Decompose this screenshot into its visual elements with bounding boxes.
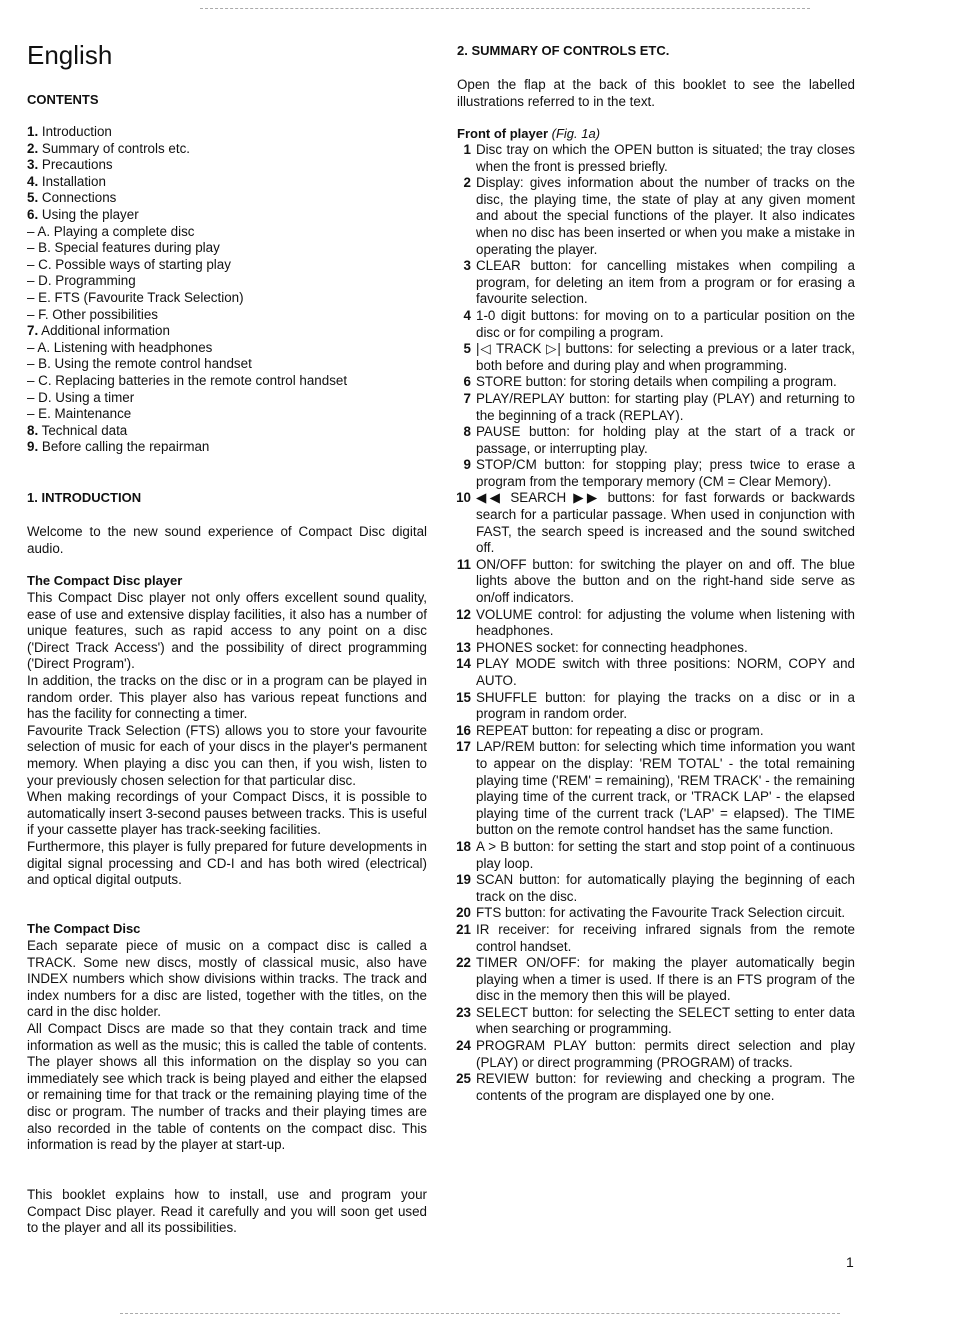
control-item-number: 13 bbox=[456, 639, 471, 655]
toc-item bbox=[27, 323, 347, 340]
control-item-text: LAP/REM button: for selecting which time information you want to appear on the display: 'REM TOTAL' - the total remaining playing time ('REM' = remaining), 'REM TRACK' - the remaining playing time of the current track, or 'TRACK LAP' - the elapsed playing time of the current track ('LAP' = elapsed). The TIME button on the remote control handset has the same function. bbox=[476, 739, 855, 838]
table-of-contents bbox=[27, 124, 347, 456]
control-item-number: 4 bbox=[463, 307, 471, 323]
control-item bbox=[457, 142, 855, 175]
introduction-heading: 1. INTRODUCTION bbox=[27, 490, 142, 505]
toc-item-label: – E. Maintenance bbox=[27, 406, 132, 422]
toc-item-number: 2. bbox=[27, 140, 39, 156]
toc-item bbox=[27, 207, 347, 224]
controls-list bbox=[457, 142, 855, 1104]
toc-item-label: – E. FTS (Favourite Track Selection) bbox=[27, 289, 244, 305]
toc-item-label: Summary of controls etc. bbox=[38, 140, 190, 156]
control-item-text: Display: gives information about the number of tracks on the disc, the playing time, the state of play at any given moment and about the special functions of the player. It also indicates when no disc has been inserted or when you make a mistake in operating the player. bbox=[476, 175, 855, 257]
control-item bbox=[457, 391, 855, 424]
control-item-text: 1-0 digit buttons: for moving on to a particular position on the disc or for compiling a program. bbox=[476, 307, 855, 340]
control-item-number: 24 bbox=[456, 1038, 471, 1054]
scan-artifact-bottom bbox=[120, 1313, 840, 1315]
summary-heading: 2. SUMMARY OF CONTROLS ETC. bbox=[457, 43, 670, 58]
control-item-number: 25 bbox=[456, 1071, 471, 1087]
toc-item-number: 8. bbox=[27, 422, 39, 438]
control-item-number: 23 bbox=[456, 1004, 471, 1020]
control-item bbox=[457, 374, 855, 391]
control-item bbox=[457, 839, 855, 872]
control-item-number: 2 bbox=[463, 175, 471, 191]
control-item bbox=[457, 308, 855, 341]
player-heading: The Compact Disc player bbox=[27, 573, 183, 588]
control-item-number: 7 bbox=[463, 390, 471, 406]
toc-item-number: 6. bbox=[27, 206, 39, 222]
toc-item bbox=[27, 174, 347, 191]
player-paragraph: Favourite Track Selection (FTS) allows you to store your favourite selection of music for each of your discs in the player's permanent memory. When playing a disc you can then, if you wish, listen to your previously chosen selection for that particular disc. bbox=[27, 722, 427, 788]
player-paragraph: When making recordings of your Compact Discs, it is possible to automatically insert 3-second pauses between tracks. This is useful if your cassette player has track-seeking facilities. bbox=[27, 789, 427, 838]
control-item bbox=[457, 341, 855, 374]
control-item-text: SCAN button: for automatically playing the beginning of each track on the disc. bbox=[476, 872, 855, 904]
toc-item-label: – C. Possible ways of starting play bbox=[27, 256, 231, 272]
control-item bbox=[457, 1038, 855, 1071]
control-item-text: TIMER ON/OFF: for making the player automatically begin playing when a timer is used. If there is an FTS program of the disc in the memory then this will be played. bbox=[476, 955, 855, 1004]
closing-paragraph: This booklet explains how to install, use and program your Compact Disc player. Read it carefully and you will soon get used to the player and all its possibilities. bbox=[27, 1187, 427, 1236]
toc-item-label: Installation bbox=[38, 173, 106, 189]
toc-item-label: Before calling the repairman bbox=[38, 439, 210, 455]
control-item-number: 3 bbox=[463, 258, 471, 274]
control-item-number: 17 bbox=[456, 739, 471, 755]
control-item-number: 5 bbox=[463, 341, 471, 357]
control-item-text: VOLUME control: for adjusting the volume when listening with headphones. bbox=[476, 606, 855, 639]
toc-item bbox=[27, 307, 347, 324]
intro-welcome-text: Welcome to the new sound experience of Compact Disc digital audio. bbox=[27, 524, 427, 556]
control-item bbox=[457, 1005, 855, 1038]
control-item-number: 6 bbox=[463, 374, 471, 390]
toc-item-label: – B. Using the remote control handset bbox=[27, 356, 252, 372]
toc-item bbox=[27, 373, 347, 390]
control-item bbox=[457, 1071, 855, 1104]
control-item bbox=[457, 424, 855, 457]
language-title: English bbox=[27, 40, 113, 70]
control-item-number: 12 bbox=[456, 606, 471, 622]
disc-paragraph: Each separate piece of music on a compact disc is called a TRACK. Some new discs, mostly of classical music, also have INDEX numbers which show divisions within tracks. The track and index numbers for a disc are listed, together with the titles, on the card in the disc holder. bbox=[27, 938, 427, 1020]
toc-item-number: 5. bbox=[27, 190, 39, 206]
control-item-number: 18 bbox=[456, 838, 471, 854]
disc-section bbox=[27, 938, 427, 1154]
control-item-number: 14 bbox=[456, 656, 471, 672]
toc-item bbox=[27, 340, 347, 357]
toc-item-label: – A. Playing a complete disc bbox=[27, 223, 195, 239]
control-item-number: 8 bbox=[463, 424, 471, 440]
toc-item-number: 4. bbox=[27, 173, 39, 189]
control-item bbox=[457, 457, 855, 490]
front-of-player-heading: Front of player (Fig. 1a) bbox=[457, 126, 601, 141]
control-item-text: REPEAT button: for repeating a disc or program. bbox=[476, 722, 764, 738]
toc-item bbox=[27, 290, 347, 307]
control-item-number: 10 bbox=[456, 490, 471, 506]
toc-item bbox=[27, 356, 347, 373]
control-item-text: A > B button: for setting the start and stop point of a continuous play loop. bbox=[476, 838, 855, 871]
toc-item-label: – A. Listening with headphones bbox=[27, 339, 213, 355]
control-item bbox=[457, 739, 855, 839]
control-item bbox=[457, 723, 855, 740]
compact-disc-heading: The Compact Disc bbox=[27, 921, 141, 936]
toc-item bbox=[27, 224, 347, 241]
scan-artifact-top bbox=[200, 8, 810, 10]
control-item-text: SHUFFLE button: for playing the tracks on a disc or in a program in random order. bbox=[476, 689, 855, 722]
toc-item bbox=[27, 157, 347, 174]
player-paragraph: Furthermore, this player is fully prepared for future developments in digital signal processing and CD-I and has both wired (electrical) and optical digital outputs. bbox=[27, 838, 427, 888]
toc-item bbox=[27, 190, 347, 207]
control-item-text: STORE button: for storing details when compiling a program. bbox=[476, 374, 837, 390]
toc-item-label: – C. Replacing batteries in the remote control handset bbox=[27, 372, 348, 388]
toc-item-number: 9. bbox=[27, 439, 39, 455]
toc-item bbox=[27, 124, 347, 141]
control-item bbox=[457, 922, 855, 955]
control-item bbox=[457, 955, 855, 1005]
control-item-text: IR receiver: for receiving infrared signals from the remote control handset. bbox=[476, 921, 855, 954]
control-item-text: PROGRAM PLAY button: permits direct selection and play (PLAY) or direct programming (PROGRAM) of tracks. bbox=[476, 1038, 855, 1070]
control-item-text: PAUSE button: for holding play at the start of a track or passage, or interrupting play. bbox=[476, 424, 855, 456]
toc-item-label: – D. Using a timer bbox=[27, 389, 135, 405]
control-item-text: PLAY/REPLAY button: for starting play (PLAY) and returning to the beginning of a track (REPLAY). bbox=[476, 390, 855, 423]
toc-item-number: 3. bbox=[27, 157, 39, 173]
toc-item-label: Precautions bbox=[38, 157, 113, 173]
control-item-text: PHONES socket: for connecting headphones. bbox=[476, 639, 748, 655]
toc-item-label: Additional information bbox=[38, 323, 170, 339]
toc-item-label: Using the player bbox=[38, 206, 139, 222]
control-item-number: 9 bbox=[463, 457, 471, 473]
control-item bbox=[457, 872, 855, 905]
control-item-text: ON/OFF button: for switching the player on and off. The blue lights above the button and on the right-hand side serve as on/off indicators. bbox=[476, 556, 855, 606]
disc-paragraph: All Compact Discs are made so that they contain track and time information as well as the music; this is called the table of contents. The player shows all this information on the display so you can immediately see which track is being played and either the elapsed or remaining time for that track or the remaining playing time of the disc or program. The number of tracks and their playing times are also recorded in the table of contents on the compact disc. This information is read by the player at start-up. bbox=[27, 1020, 427, 1153]
toc-item-label: Introduction bbox=[38, 124, 112, 139]
control-item-number: 21 bbox=[456, 921, 471, 937]
figure-reference: (Fig. 1a) bbox=[551, 126, 601, 141]
toc-item-number: 7. bbox=[27, 323, 39, 339]
control-item bbox=[457, 557, 855, 607]
control-item-text: CLEAR button: for cancelling mistakes when compiling a program, for deleting an item from a program or for erasing a favourite selection. bbox=[476, 258, 855, 307]
control-item-number: 15 bbox=[456, 689, 471, 705]
toc-item bbox=[27, 390, 347, 407]
control-item-text: PLAY MODE switch with three positions: NORM, COPY and AUTO. bbox=[476, 656, 855, 688]
toc-item-label: Connections bbox=[38, 190, 117, 206]
toc-item bbox=[27, 240, 347, 257]
contents-heading: CONTENTS bbox=[27, 92, 99, 107]
toc-item-label: – D. Programming bbox=[27, 273, 136, 289]
control-item-number: 11 bbox=[456, 556, 471, 572]
toc-item-label: – B. Special features during play bbox=[27, 240, 220, 256]
control-item-text: FTS button: for activating the Favourite Track Selection circuit. bbox=[476, 905, 846, 921]
toc-item bbox=[27, 439, 347, 456]
control-item-number: 1 bbox=[463, 142, 471, 157]
player-paragraph: In addition, the tracks on the disc or in a program can be played in random order. This player also has various repeat functions and has the facility for connecting a timer. bbox=[27, 672, 427, 722]
control-item bbox=[457, 640, 855, 657]
control-item-number: 16 bbox=[456, 722, 471, 738]
control-item-number: 20 bbox=[456, 905, 471, 921]
control-item-number: 19 bbox=[456, 872, 471, 888]
control-item bbox=[457, 490, 855, 556]
toc-item-label: Technical data bbox=[38, 422, 128, 438]
control-item-text: Disc tray on which the OPEN button is situated; the tray closes when the front is pressed briefly. bbox=[476, 142, 855, 174]
control-item bbox=[457, 905, 855, 922]
control-item bbox=[457, 607, 855, 640]
control-item bbox=[457, 258, 855, 308]
control-item bbox=[457, 690, 855, 723]
control-item bbox=[457, 656, 855, 689]
toc-item bbox=[27, 257, 347, 274]
player-section bbox=[27, 590, 427, 889]
control-item-text: ◀◀ SEARCH ▶▶ buttons: for fast forwards or backwards search for a particular passage. When used in conjunction with FAST, the search speed is increased and the sound switched off. bbox=[476, 490, 855, 556]
toc-item bbox=[27, 406, 347, 423]
toc-item-number: 1. bbox=[27, 124, 39, 139]
control-item-text: REVIEW button: for reviewing and checking a program. The contents of the program are displayed one by one. bbox=[476, 1071, 855, 1103]
control-item-text: STOP/CM button: for stopping play; press twice to erase a program from the temporary memory (CM = Clear Memory). bbox=[476, 457, 855, 489]
toc-item bbox=[27, 423, 347, 440]
toc-item-label: – F. Other possibilities bbox=[27, 306, 158, 322]
control-item-number: 22 bbox=[456, 955, 471, 971]
summary-intro: Open the flap at the back of this booklet to see the labelled illustrations referred to in the text. bbox=[457, 77, 855, 109]
control-item-text: |◁ TRACK ▷| buttons: for selecting a previous or a later track, both before and during play and when programming. bbox=[476, 341, 855, 373]
page-number: 1 bbox=[846, 1254, 854, 1270]
control-item-text: SELECT button: for selecting the SELECT setting to enter data when searching or programming. bbox=[476, 1004, 855, 1037]
toc-item bbox=[27, 273, 347, 290]
player-paragraph: This Compact Disc player not only offers excellent sound quality, ease of use and extensive display facilities, it also has a number of unique features, such as rapid access to any point on a disc ('Direct Track Access') and the possibility of direct programming ('Direct Program'). bbox=[27, 590, 427, 672]
toc-item bbox=[27, 141, 347, 158]
control-item bbox=[457, 175, 855, 258]
